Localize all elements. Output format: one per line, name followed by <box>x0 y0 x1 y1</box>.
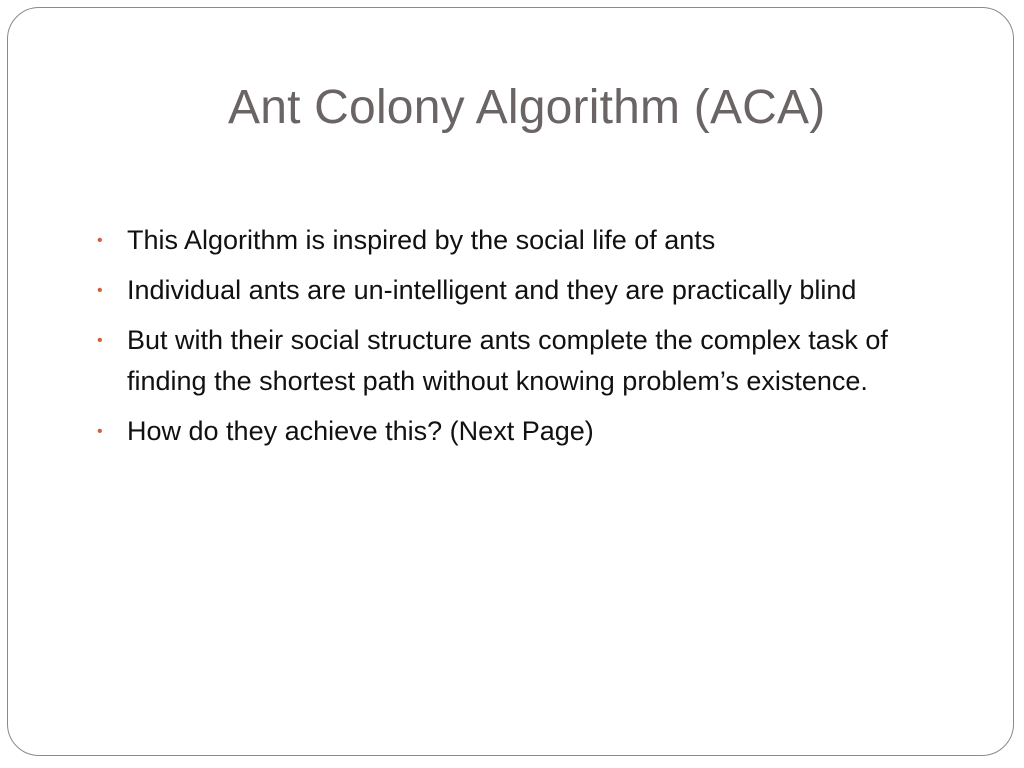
bullet-text: Individual ants are un-intelligent and they are practically blind <box>127 275 857 305</box>
slide-title: Ant Colony Algorithm (ACA) <box>228 81 826 134</box>
bullet-dot-icon: • <box>97 282 103 299</box>
bullet-list <box>96 220 936 461</box>
bullet-text: How do they achieve this? (Next Page) <box>127 416 594 446</box>
bullet-item <box>96 411 936 452</box>
bullet-item <box>96 320 936 402</box>
bullet-dot-icon: • <box>97 232 103 249</box>
bullet-text: This Algorithm is inspired by the social life of ants <box>127 225 716 255</box>
bullet-dot-icon: • <box>97 332 103 349</box>
bullet-dot-icon: • <box>97 423 103 440</box>
bullet-item <box>96 220 936 261</box>
bullet-text: But with their social structure ants complete the complex task of finding the shortest path without knowing problem’s existence. <box>127 325 888 396</box>
bullet-item <box>96 270 936 311</box>
